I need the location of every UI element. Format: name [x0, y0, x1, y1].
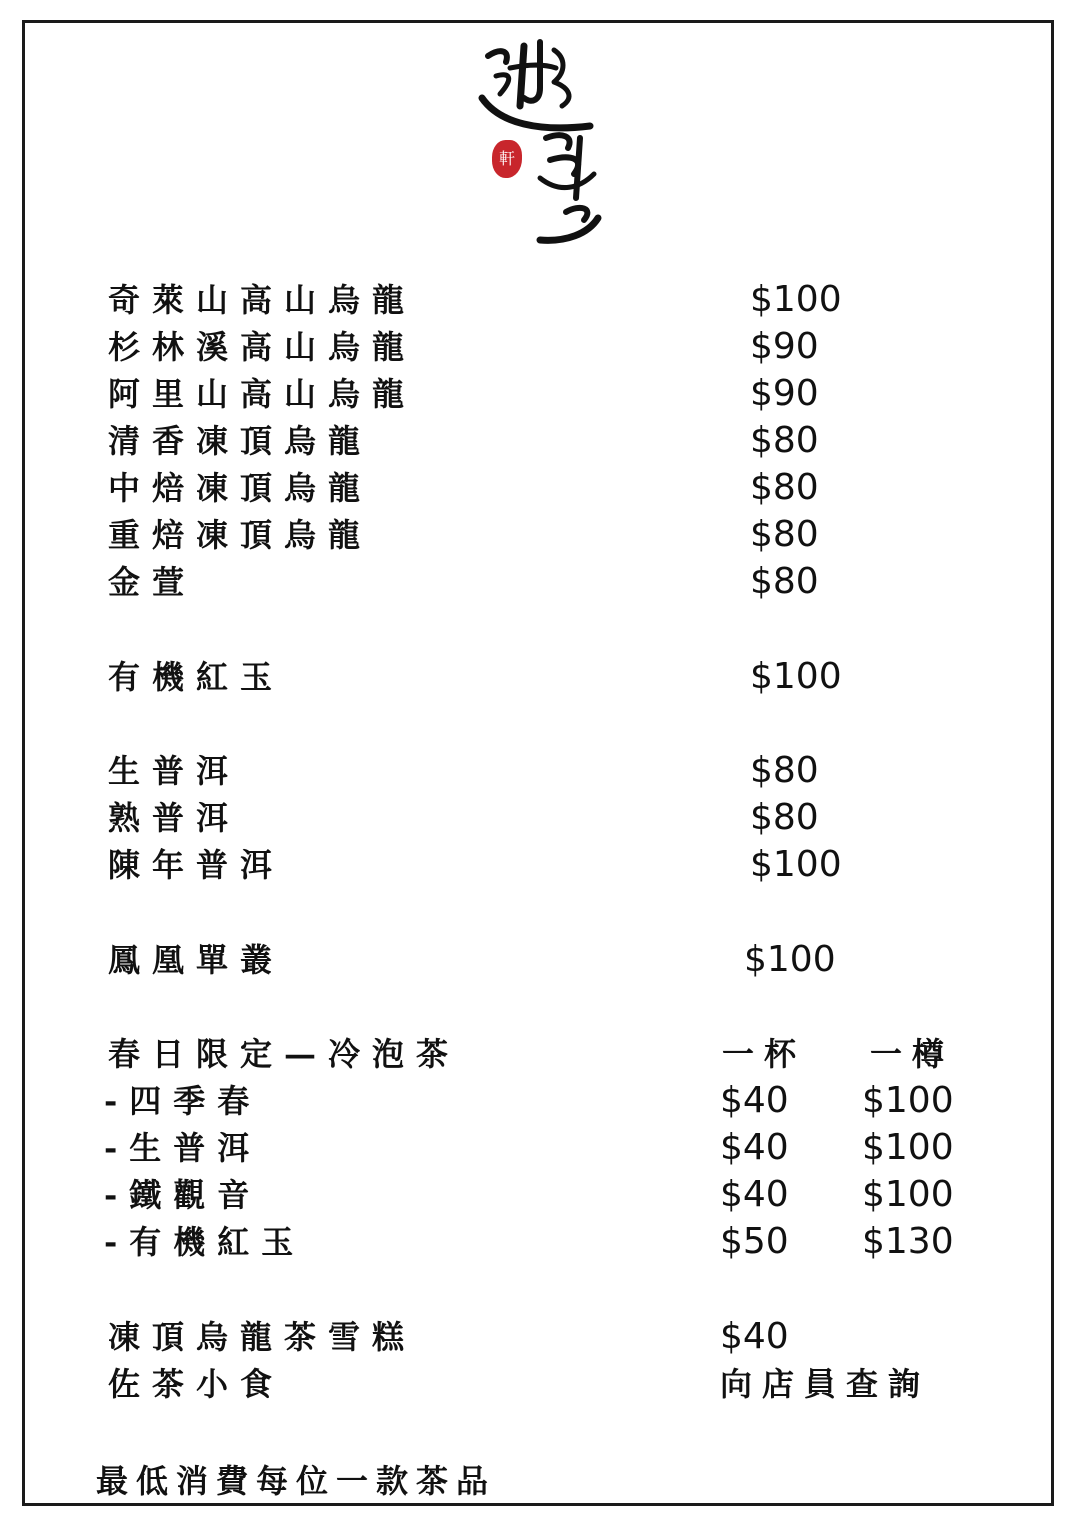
item-price: $80 [750, 750, 819, 791]
item-price: $80 [750, 797, 819, 838]
menu-item [0, 1125, 1080, 1171]
item-price: $80 [750, 561, 819, 602]
item-price: $80 [750, 420, 819, 461]
item-name: -有機紅玉 [104, 1223, 306, 1261]
item-price-jar: $100 [862, 1174, 954, 1215]
menu-item [0, 1078, 1080, 1124]
menu-item [0, 559, 1080, 605]
item-name: 阿里山高山烏龍 [108, 375, 417, 413]
item-name: 有機紅玉 [108, 658, 285, 696]
column-header-cup: 一杯 [722, 1035, 807, 1073]
item-name: 鳳凰單叢 [108, 941, 285, 979]
item-name: 奇萊山高山烏龍 [108, 281, 417, 319]
item-price-jar: $100 [862, 1127, 954, 1168]
item-price-cup: $50 [720, 1221, 789, 1262]
menu-item [0, 418, 1080, 464]
menu-item [0, 842, 1080, 888]
cold-brew-header [0, 1031, 1080, 1077]
item-price-note: 向店員查詢 [720, 1365, 931, 1403]
item-price-jar: $100 [862, 1080, 954, 1121]
item-price: $100 [750, 279, 842, 320]
menu-item [0, 1361, 1080, 1407]
item-price: $90 [750, 326, 819, 367]
item-name: 金萱 [108, 563, 197, 601]
item-price: $90 [750, 373, 819, 414]
item-price: $80 [750, 467, 819, 508]
menu-item [0, 654, 1080, 700]
item-name: 熟普洱 [108, 799, 241, 837]
item-price: $100 [750, 844, 842, 885]
item-price: $100 [750, 656, 842, 697]
item-name: -生普洱 [104, 1129, 262, 1167]
menu-item [0, 277, 1080, 323]
item-name: 陳年普洱 [108, 846, 285, 884]
menu-item [0, 748, 1080, 794]
section-title: 春日限定—冷泡茶 [108, 1035, 461, 1073]
item-price-cup: $40 [720, 1127, 789, 1168]
item-price-cup: $40 [720, 1174, 789, 1215]
item-price: $80 [750, 514, 819, 555]
item-name: 生普洱 [108, 752, 241, 790]
item-name: 清香凍頂烏龍 [108, 422, 373, 460]
item-name: 重焙凍頂烏龍 [108, 516, 373, 554]
item-price-cup: $40 [720, 1080, 789, 1121]
menu-item [0, 512, 1080, 558]
minimum-charge-note: 最低消費每位一款茶品 [96, 1462, 497, 1500]
menu-item [0, 465, 1080, 511]
red-seal: 軒 [492, 140, 522, 178]
menu-item [0, 371, 1080, 417]
menu-item [0, 1172, 1080, 1218]
item-price: $40 [720, 1316, 789, 1357]
menu-item [0, 1219, 1080, 1265]
calligraphy-logo [470, 28, 620, 258]
item-name: 杉林溪高山烏龍 [108, 328, 417, 366]
menu-item [0, 937, 1080, 983]
item-name: 佐茶小食 [108, 1365, 285, 1403]
item-name: 中焙凍頂烏龍 [108, 469, 373, 507]
menu-item [0, 795, 1080, 841]
column-header-jar: 一樽 [870, 1035, 955, 1073]
menu-item [0, 1314, 1080, 1360]
item-name: -四季春 [104, 1082, 262, 1120]
item-name: 凍頂烏龍茶雪糕 [108, 1318, 417, 1356]
item-price: $100 [744, 939, 836, 980]
item-price-jar: $130 [862, 1221, 954, 1262]
menu-item [0, 324, 1080, 370]
item-name: -鐵觀音 [104, 1176, 262, 1214]
